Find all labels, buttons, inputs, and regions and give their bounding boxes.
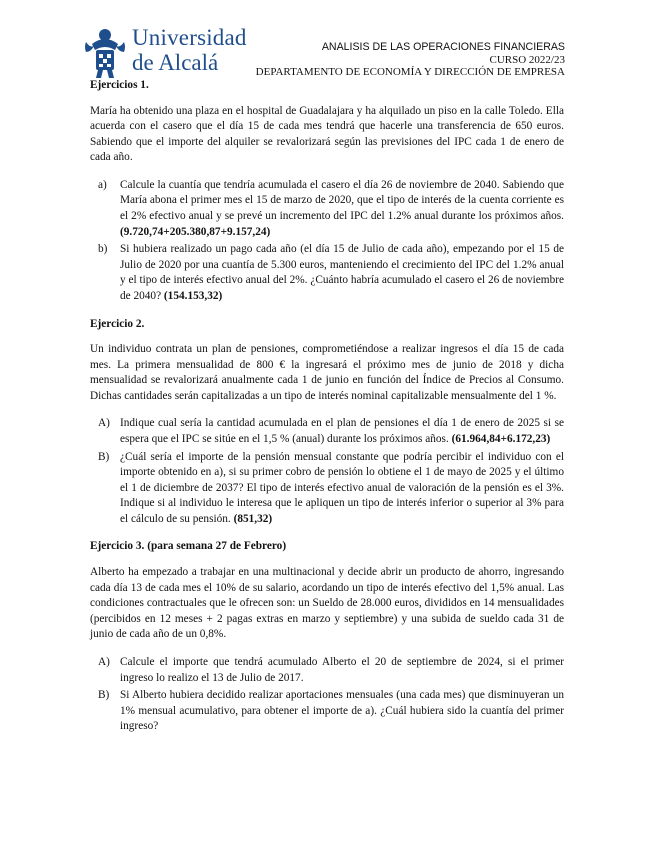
question-item (90, 655, 564, 686)
question-marker: A) (98, 417, 110, 430)
question-marker: a) (98, 178, 107, 191)
question-item (90, 450, 564, 528)
header-course-title: ANALISIS DE LAS OPERACIONES FINANCIERAS (321, 41, 565, 53)
question-marker: B) (98, 450, 110, 463)
document-body (90, 78, 564, 747)
question-text: Indique cual sería la cantidad acumulada en el plan de pensiones el día 1 de enero de 2025 si se espera que el IPC se sitúe en el 1,5 % (anual) durante los próximos años. (120, 417, 564, 445)
question-answer: (61.964,84+6.172,23) (451, 432, 551, 445)
question-text: Calcule la cuantía que tendría acumulada el casero el día 26 de noviembre de 2040. Sabiendo que María abona el primer mes el 15 de marzo de 2020, que el tipo de interés de la cuenta corriente es el 2% efectivo anual y se prevé un incremento del IPC del 1.2% anual durante los próximos años. (120, 178, 564, 223)
exercise-statement: Alberto ha empezado a trabajar en una multinacional y decide abrir un producto de ahorro, ingresando cada día 13 de cada mes el 10% de su salario, acordando un tipo de interés efectivo del 1,5% anual. Las condiciones contractuales que le ofrecen son: un Sueldo de 28.000 euros, divididos en 14 mensualidades (percibidos en 12 meses + 2 pagas extras en marzo y septiembre) y una subida de sueldo cada 31 de junio de cada año de un 0,8%. (90, 566, 564, 641)
question-text: Calcule el importe que tendrá acumulado Alberto el 20 de septiembre de 2024, si el primer ingreso lo realizo el 13 de Julio de 2017. (120, 655, 564, 684)
question-item (90, 416, 564, 447)
question-item (90, 242, 564, 304)
header-course-year: CURSO 2022/23 (489, 54, 565, 66)
exercise-title: Ejercicio 3. (para semana 27 de Febrero) (90, 540, 287, 553)
exercise-statement: María ha obtenido una plaza en el hospital de Guadalajara y ha alquilado un piso en la calle Toledo. Ella acuerda con el casero que el día 15 de cada mes tendrá que hacerle una transferencia de 650 euros. Sabiendo que el importe del alquiler se revalorizará según las previsiones del IPC cada 1 de enero de cada año. (90, 104, 564, 164)
logo-line2: de Alcalá (132, 50, 219, 75)
header-department: DEPARTAMENTO DE ECONOMÍA Y DIRECCIÓN DE EMPRESA (255, 66, 565, 78)
exercise-title: Ejercicios 1. (90, 79, 149, 91)
question-list (90, 178, 564, 305)
question-text: ¿Cuál sería el importe de la pensión mensual constante que podría percibir el individuo con el importe obtenido en a), si su primer cobro de pensión lo obtiene el 1 de mayo de 2025 y el último el 1 de diciembre de 2037? El tipo de interés efectivo anual de valoración de la pensión es el 3%. Indique si al individuo le interesa que le apliquen un tipo de interés inferior o superior al 3% para el cálculo de su pensión. (120, 450, 564, 525)
question-list (90, 416, 564, 527)
question-marker: B) (98, 689, 110, 702)
university-crest-icon (82, 26, 128, 80)
exercise-statement: Un individuo contrata un plan de pensiones, comprometiéndose a realizar ingresos el día 15 de cada mes. La primera mensualidad de 800 € la ingresará el próximo mes de junio de 2018 y dicha mensualidad se revalorizará anualmente cada 1 de junio en función del Índice de Precios al Consumo. Dichas cantidades serán capitalizadas a un tipo de interés nominal capitalizable mensualmente del 1 %. (90, 343, 564, 402)
question-answer: (851,32) (233, 512, 273, 525)
question-answer: (9.720,74+205.380,87+9.157,24) (120, 225, 271, 238)
question-text: Si hubiera realizado un pago cada año (el día 15 de Julio de cada año), empezando por el 15 de Julio de 2020 por una cuantía de 5.300 euros, manteniendo el crecimiento del IPC del 1.2% anual y el tipo de interés efectivo anual del 2%. ¿Cuánto habría acumulado el casero el 26 de noviembre de 2040? (120, 243, 564, 302)
exercise-2 (90, 317, 564, 528)
logo-line1: Universidad (132, 25, 247, 50)
question-marker: A) (98, 655, 110, 668)
question-item (90, 178, 564, 240)
logo-wordmark (132, 26, 247, 74)
question-answer: (154.153,32) (163, 289, 223, 302)
question-marker: b) (98, 243, 108, 256)
exercise-1 (90, 78, 564, 305)
university-logo (82, 26, 252, 82)
exercise-title: Ejercicio 2. (90, 317, 145, 330)
question-text: Si Alberto hubiera decidido realizar aportaciones mensuales (una cada mes) que disminuyeran un 1% mensual acumulativo, para obtener el importe de a). ¿Cuál hubiera sido la cuantía del primer ingreso? (120, 689, 564, 733)
question-item (90, 688, 564, 735)
exercise-3 (90, 539, 564, 734)
question-list (90, 655, 564, 735)
